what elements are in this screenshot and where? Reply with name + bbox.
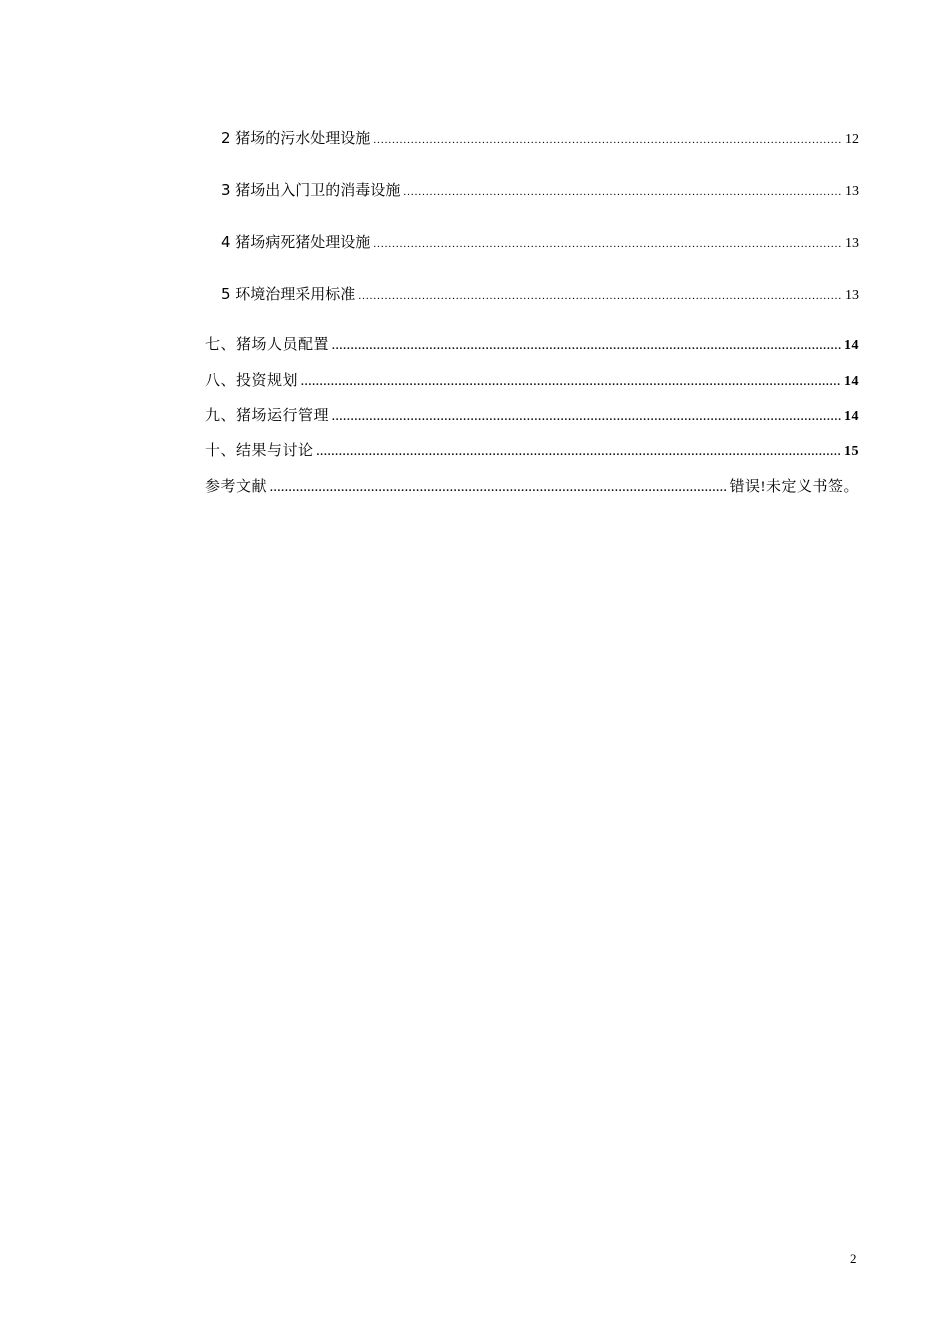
toc-entry-operations[interactable]: [205, 404, 859, 425]
toc-entry-environment-standards[interactable]: [221, 283, 859, 304]
toc-entry-label: 4 猪场病死猪处理设施: [221, 233, 371, 251]
toc-leader-dots: [270, 482, 726, 494]
toc-entry-label: 七、猪场人员配置: [205, 337, 330, 353]
toc-entry-results[interactable]: [205, 439, 859, 460]
toc-entry-page: 13: [845, 236, 859, 251]
toc-leader-dots: [332, 340, 841, 352]
page-number: 2: [850, 1251, 857, 1266]
toc-entry-page: 13: [845, 184, 859, 199]
toc-entry-gate-disinfection[interactable]: [221, 179, 859, 200]
toc-entry-page: 12: [845, 132, 859, 147]
toc-leader-dots: [317, 446, 841, 458]
toc-leader-dots: [358, 290, 842, 302]
toc-entry-page: 14: [844, 374, 859, 389]
toc-leader-dots: [332, 411, 841, 423]
toc-entry-sewage-treatment[interactable]: [221, 127, 859, 148]
toc-entry-dead-pig-processing[interactable]: [221, 231, 859, 252]
toc-entry-page: 错误!未定义书签。: [729, 479, 859, 495]
toc-entry-label: 九、猪场运行管理: [205, 408, 330, 424]
toc-leader-dots: [373, 134, 842, 146]
toc-leader-dots: [373, 238, 842, 250]
toc-leader-dots: [403, 186, 842, 198]
toc-entry-label: 2 猪场的污水处理设施: [221, 129, 371, 147]
toc-entry-label: 十、结果与讨论: [205, 443, 314, 459]
toc-entry-label: 参考文献: [205, 479, 268, 495]
toc-entry-label: 5 环境治理采用标准: [221, 285, 356, 303]
toc-entry-label: 3 猪场出入门卫的消毒设施: [221, 181, 401, 199]
toc-entry-page: 15: [844, 444, 859, 459]
toc-entry-label: 八、投资规划: [205, 373, 299, 389]
toc-entry-investment[interactable]: [205, 369, 859, 390]
toc-entry-staffing[interactable]: [205, 333, 859, 354]
toc-entry-page: 13: [845, 288, 859, 303]
toc-entry-page: 14: [844, 338, 859, 353]
toc-leader-dots: [301, 376, 841, 388]
toc-entry-references[interactable]: [205, 475, 859, 496]
toc-entry-page: 14: [844, 409, 859, 424]
